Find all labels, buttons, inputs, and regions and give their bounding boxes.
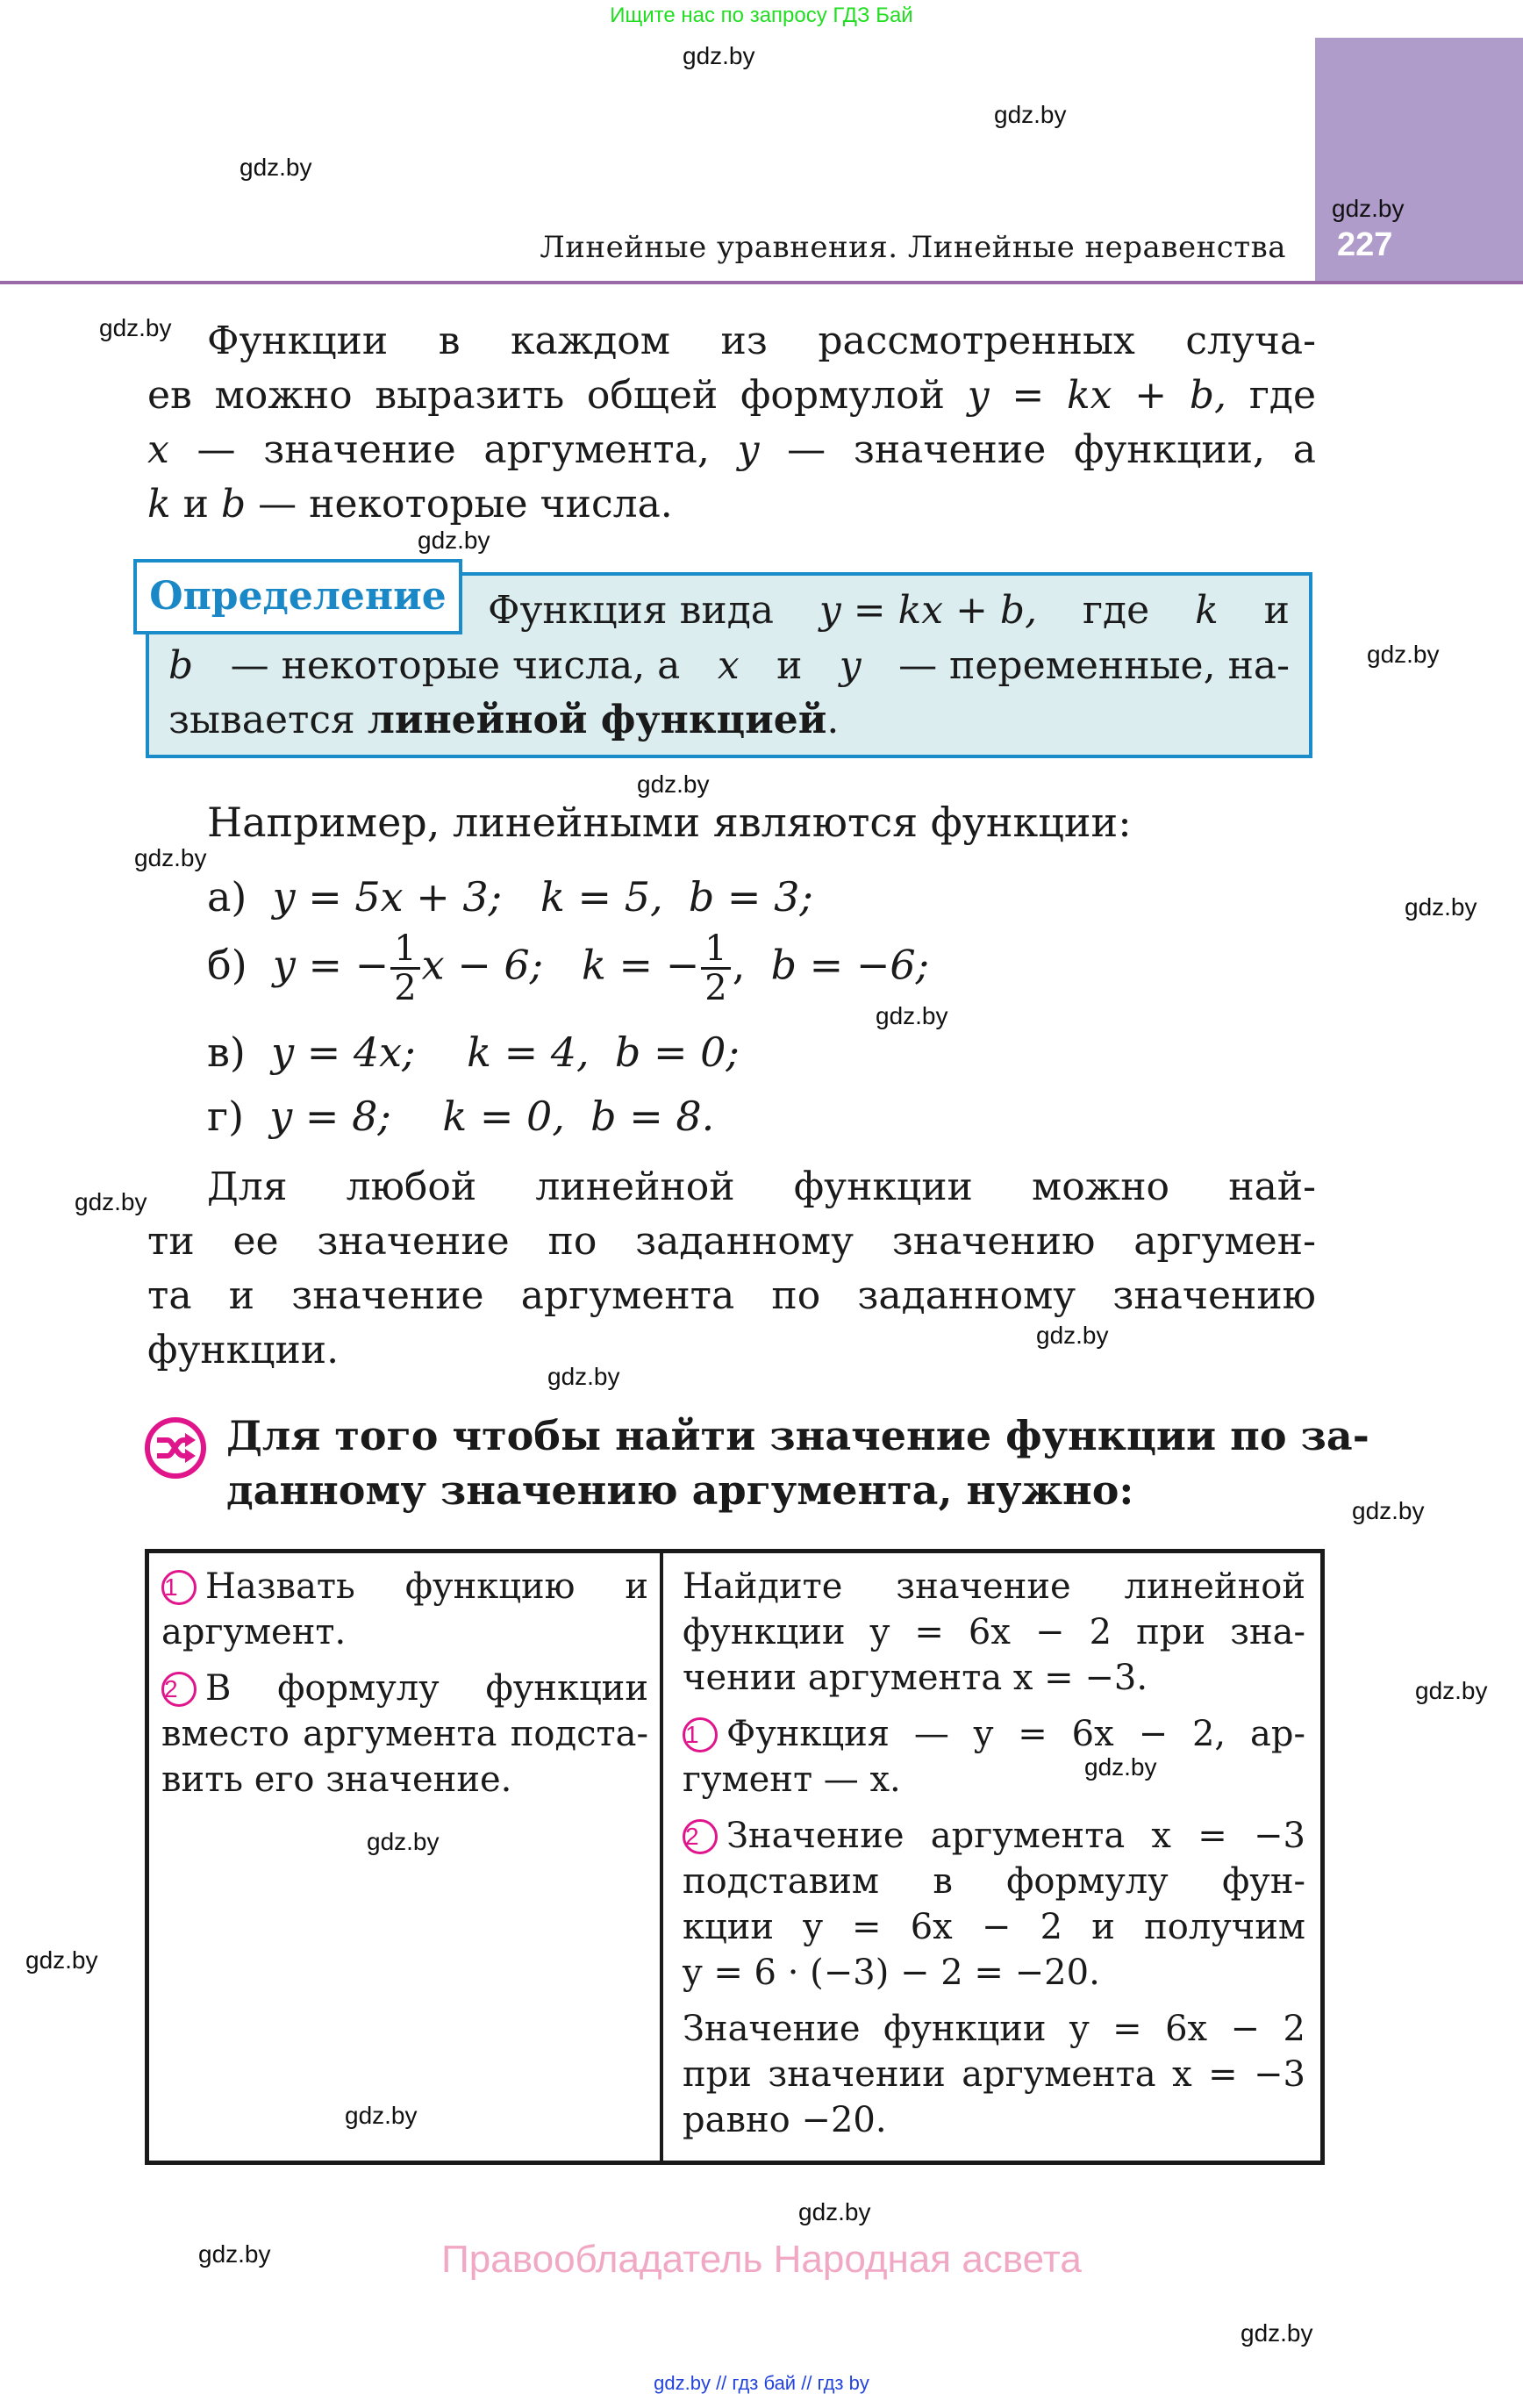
example-a: а) y = 5x + 3; k = 5, b = 3; [207,873,813,921]
copyright-notice: Правообладатель Народная асвета [441,2238,1082,2281]
top-banner: Ищите нас по запросу ГДЗ Бай [610,4,913,27]
step-number-2: 2 [683,1819,718,1854]
watermark: gdz.by [1084,1753,1157,1781]
watermark: gdz.by [876,1002,948,1029]
paragraph-any-function-2: ти ее значение по заданному значению аргумен- [147,1219,1316,1264]
algorithm-table [145,1549,1325,2165]
watermark: gdz.by [1352,1497,1425,1524]
page-number: 227 [1337,226,1393,263]
watermark: gdz.by [547,1363,620,1390]
paragraph-any-function-3: та и значение аргумента по заданному значению [147,1273,1316,1318]
fraction: $\frac{1}{2}$ [701,930,730,1007]
watermark: gdz.by [418,527,490,554]
watermark: gdz.by [134,844,207,871]
watermark: gdz.by [25,1946,98,1974]
step-number-2: 2 [161,1672,197,1707]
watermark: gdz.by [1405,893,1477,921]
paragraph-any-function-4: функции. [147,1328,340,1372]
examples-intro: Например, линейными являются функции: [207,799,1132,846]
table-right-column: Найдите значение линейной функции y = 6x − 2 при зна- чении аргумента x = −3. 1 Функция — y = 6x − 2, ар- гумент — x. 2 Значение аргумента x = −3 подставим в формулу фун- кции y = 6x − 2 и получим y = 6 · (−3) − 2 = −20. Значение функции y = 6x − 2 при значении аргумента x = −3 равно −20. [683,1566,1305,2140]
watermark: gdz.by [99,314,172,341]
table-divider [660,1553,663,2161]
watermark: gdz.by [994,101,1067,128]
table-left-column: 1 Назвать функцию и аргумент. 2 В формулу функции вместо аргумента подста- вить его значение. [161,1566,648,1800]
rule-heading: Для того чтобы найти значение функции по за- данному значению аргумента, нужно: [226,1412,1369,1514]
intro-paragraph-line-2: ев можно выразить общей формулой y = kx + b, где [147,373,1316,418]
definition-line-1: Функция вида y = kx + b, где k и [488,588,1290,633]
watermark: gdz.by [367,1828,440,1855]
step-number-1: 1 [683,1717,718,1752]
watermark: gdz.by [798,2198,871,2225]
intro-paragraph-line-1: Функции в каждом из рассмотренных случа- [207,319,1316,363]
step-number-1: 1 [161,1570,197,1605]
example-c: в) y = 4x; k = 4, b = 0; [207,1028,740,1076]
watermark: gdz.by [75,1188,147,1215]
watermark: gdz.by [1367,641,1440,668]
watermark: gdz.by [683,42,755,69]
fraction: $\frac{1}{2}$ [390,930,419,1007]
paragraph-any-function-1: Для любой линейной функции можно най- [207,1165,1316,1209]
intro-paragraph-line-4: k и b — некоторые числа. [147,482,673,527]
header-rule [0,281,1523,284]
example-b: б) y = − $\frac{1}{2}$ x − 6; k = − $\frac{1}{2}$ , b = −6; [207,928,930,1008]
watermark: gdz.by [345,2102,418,2129]
watermark: gdz.by [1036,1322,1109,1349]
watermark: gdz.by [637,770,710,798]
example-d: г) y = 8; k = 0, b = 8. [207,1093,715,1140]
watermark: gdz.by [1241,2319,1313,2347]
intro-paragraph-line-3: x — значение аргумента, y — значение функции, а [147,427,1316,472]
watermark: gdz.by [1332,195,1405,222]
running-title: Линейные уравнения. Линейные неравенства [540,230,1286,265]
algorithm-shuffle-icon [143,1415,208,1480]
watermark: gdz.by [198,2240,271,2268]
linear-function-term: линейной функцией [367,698,827,742]
watermark: gdz.by [240,154,312,181]
definition-label: Определение [133,559,462,634]
definition-line-3: зывается линейной функцией. [168,698,840,742]
footer-links[interactable]: gdz.by // гдз бай // гдз by [654,2372,869,2394]
definition-line-2: b — некоторые числа, а x и y — переменные, на- [168,643,1290,688]
watermark: gdz.by [1415,1677,1488,1704]
